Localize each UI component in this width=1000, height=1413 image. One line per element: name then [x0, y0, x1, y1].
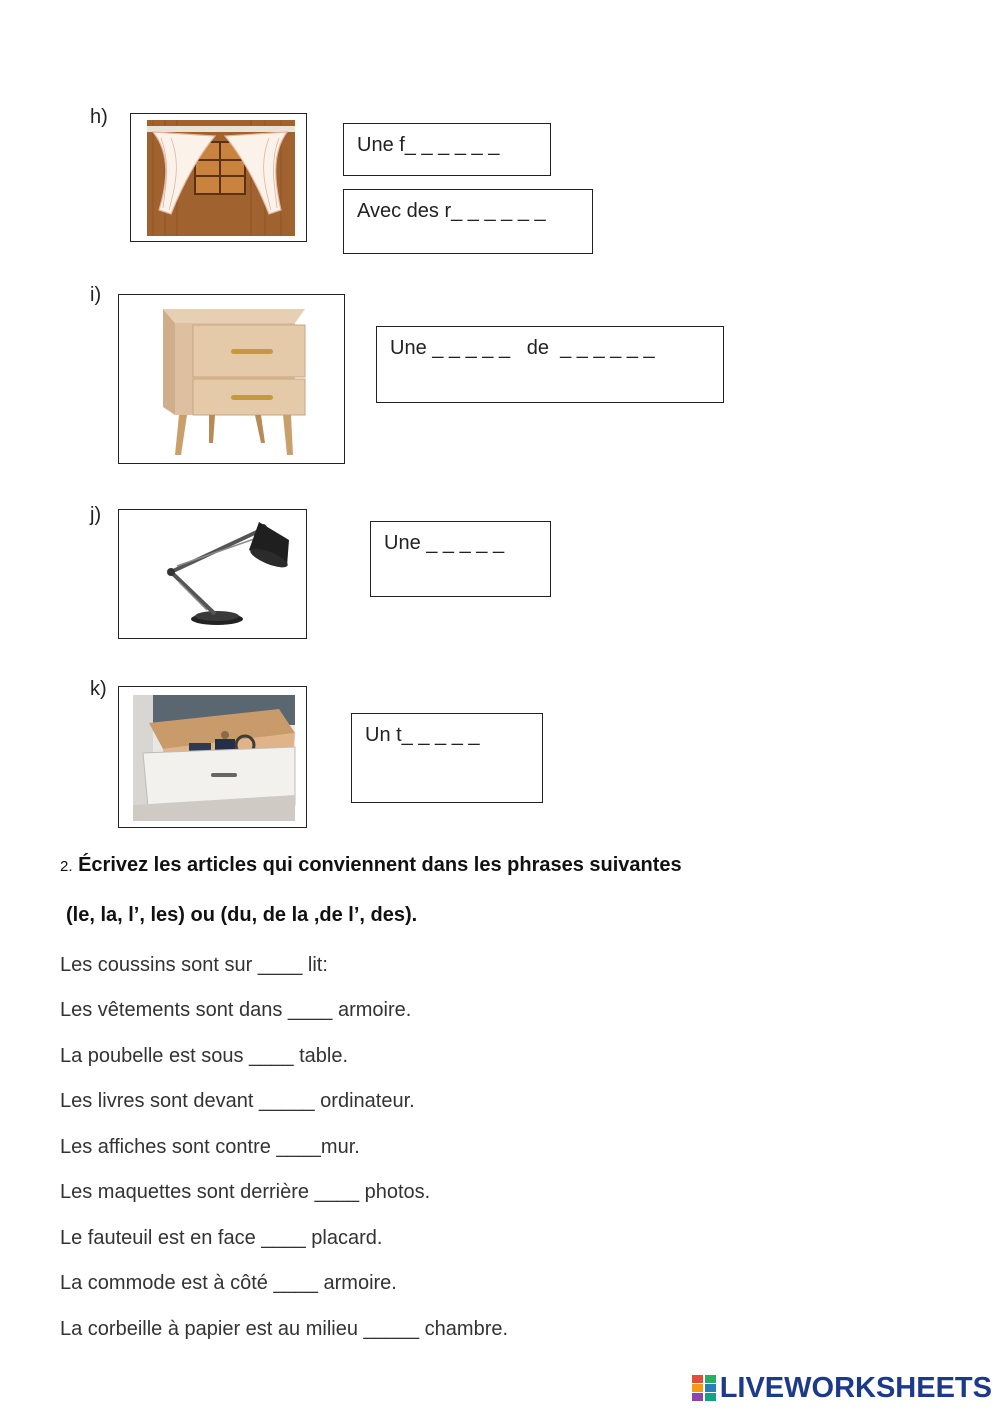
image-frame-h: [130, 113, 307, 242]
answer-box-i-1[interactable]: Une _ _ _ _ _ de _ _ _ _ _ _: [376, 326, 724, 403]
sentence-6: Les maquettes sont derrière ____ photos.: [60, 1181, 431, 1203]
liveworksheets-logo-icon: [692, 1375, 716, 1401]
desk-lamp-icon: [119, 510, 307, 639]
image-frame-j: [118, 509, 307, 639]
drawer-icon: [119, 687, 307, 828]
exercise-2-title-line: [60, 854, 682, 877]
sentence-3: La poubelle est sous ____ table.: [60, 1045, 348, 1067]
curtained-window-icon: [131, 114, 307, 242]
item-letter-h: h): [90, 106, 108, 128]
item-letter-k: k): [90, 678, 107, 700]
exercise-2-subtitle: (le, la, l’, les) ou (du, de la ,de l’, des).: [66, 904, 418, 926]
sentence-2: Les vêtements sont dans ____ armoire.: [60, 999, 412, 1021]
liveworksheets-logo-text: LIVEWORKSHEETS: [719, 1371, 992, 1404]
answer-box-j-1[interactable]: Une _ _ _ _ _: [370, 521, 551, 597]
nightstand-icon: [119, 295, 345, 464]
image-frame-i: [118, 294, 345, 464]
sentence-4: Les livres sont devant _____ ordinateur.: [60, 1090, 415, 1112]
image-frame-k: [118, 686, 307, 828]
answer-box-h-1[interactable]: Une f_ _ _ _ _ _: [343, 123, 551, 176]
exercise-2-title: Écrivez les articles qui conviennent dans les phrases suivantes: [78, 854, 682, 876]
answer-box-k-1[interactable]: Un t_ _ _ _ _: [351, 713, 543, 803]
answer-box-h-2[interactable]: Avec des r_ _ _ _ _ _: [343, 189, 593, 254]
sentence-9: La corbeille à papier est au milieu _____ chambre.: [60, 1318, 509, 1340]
exercise-number: 2.: [60, 858, 73, 875]
liveworksheets-logo[interactable]: [692, 1371, 992, 1405]
sentence-1: Les coussins sont sur ____ lit:: [60, 954, 328, 976]
sentence-8: La commode est à côté ____ armoire.: [60, 1272, 397, 1294]
sentence-7: Le fauteuil est en face ____ placard.: [60, 1227, 383, 1249]
item-letter-j: j): [90, 504, 102, 526]
item-letter-i: i): [90, 284, 102, 306]
sentence-5: Les affiches sont contre ____mur.: [60, 1136, 360, 1158]
